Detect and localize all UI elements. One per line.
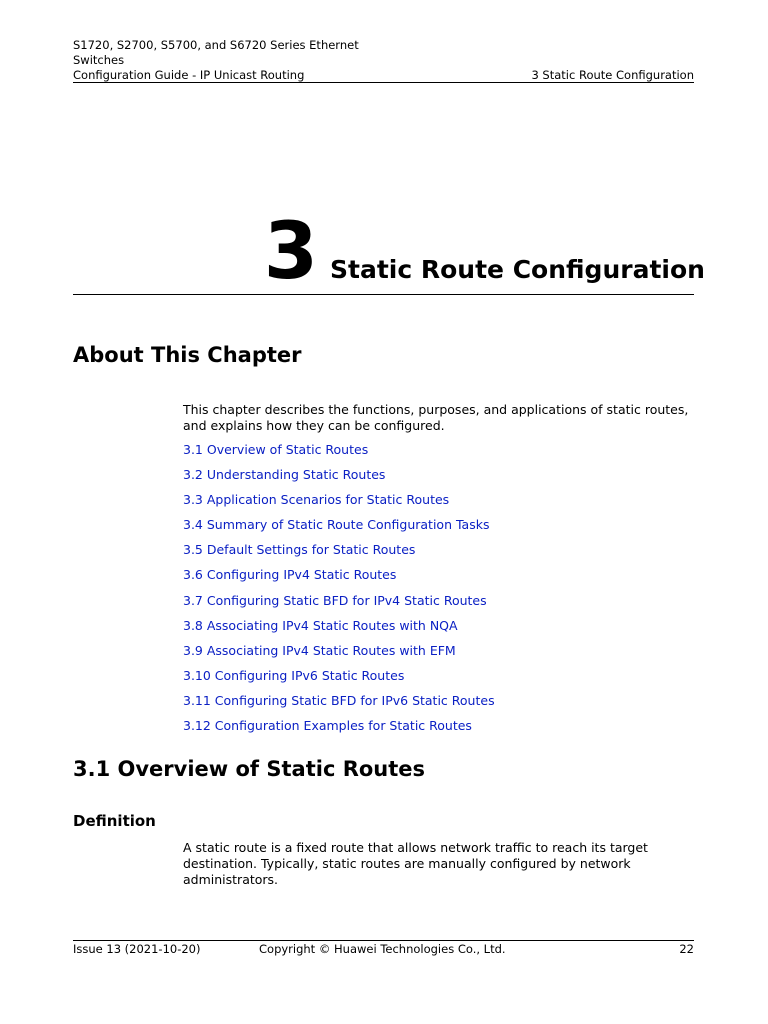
toc-link[interactable]: 3.12 Configuration Examples for Static Routes: [183, 718, 472, 734]
toc-link[interactable]: 3.11 Configuring Static BFD for IPv6 Static Routes: [183, 692, 495, 708]
toc-link[interactable]: 3.8 Associating IPv4 Static Routes with NQA: [183, 617, 458, 633]
header-chapter: 3 Static Route Configuration: [531, 68, 694, 82]
toc-link[interactable]: 3.5 Default Settings for Static Routes: [183, 542, 416, 558]
chapter-toc: [183, 441, 495, 742]
toc-link[interactable]: 3.6 Configuring IPv4 Static Routes: [183, 567, 397, 583]
page-header: [73, 38, 694, 83]
section-body: A static route is a fixed route that allows network traffic to reach its target destination. Typically, static routes are manually configured by network administrators.: [183, 840, 648, 887]
toc-link[interactable]: 3.2 Understanding Static Routes: [183, 467, 386, 483]
toc-link[interactable]: 3.9 Associating IPv4 Static Routes with EFM: [183, 642, 456, 658]
toc-link[interactable]: 3.4 Summary of Static Route Configuration Tasks: [183, 517, 490, 533]
chapter-divider: [73, 294, 694, 295]
chapter-title-block: [73, 207, 705, 297]
toc-link[interactable]: 3.1 Overview of Static Routes: [183, 442, 369, 457]
section-subheading: Definition: [73, 812, 156, 830]
toc-link[interactable]: 3.3 Application Scenarios for Static Routes: [183, 492, 450, 508]
header-product-line2: Switches: [73, 53, 125, 67]
about-heading: About This Chapter: [73, 343, 302, 367]
header-divider: [73, 82, 694, 83]
header-guide: Configuration Guide - IP Unicast Routing: [73, 68, 305, 82]
footer-copyright: Copyright © Huawei Technologies Co., Ltd.: [259, 942, 506, 956]
chapter-number: 3: [263, 207, 318, 297]
header-product-line1: S1720, S2700, S5700, and S6720 Series Ethernet: [73, 38, 359, 52]
footer-divider: [73, 940, 694, 941]
header-row: [73, 68, 694, 83]
footer-page-number: 22: [679, 942, 694, 956]
toc-link[interactable]: 3.10 Configuring IPv6 Static Routes: [183, 667, 405, 683]
footer-issue: Issue 13 (2021-10-20): [73, 942, 201, 956]
about-intro: This chapter describes the functions, purposes, and applications of static routes, and explains how they can be configured.: [183, 402, 689, 433]
section-heading: 3.1 Overview of Static Routes: [73, 757, 426, 781]
chapter-title: Static Route Configuration: [330, 255, 705, 284]
toc-link[interactable]: 3.7 Configuring Static BFD for IPv4 Static Routes: [183, 592, 487, 608]
